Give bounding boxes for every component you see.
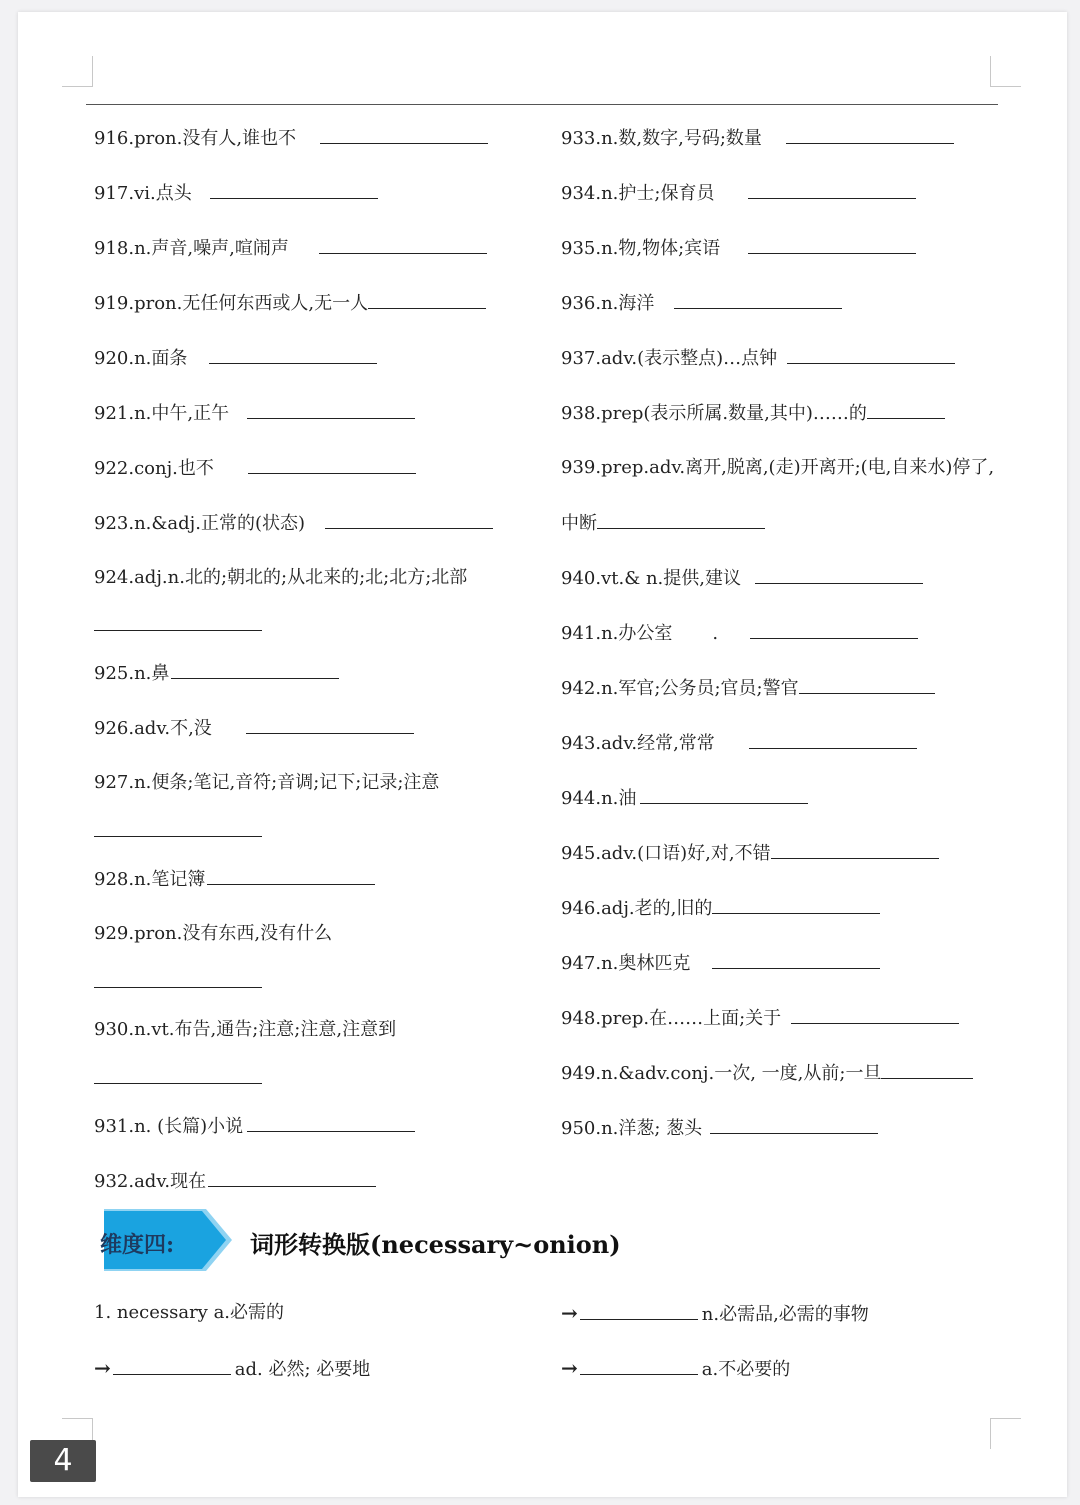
answer-blank[interactable] (786, 125, 954, 144)
crop-mark-bottom-right (990, 1418, 1021, 1449)
vocab-entry: 923.n.&adj.正常的(状态) (94, 510, 493, 537)
answer-blank[interactable] (319, 235, 487, 254)
answer-blank[interactable] (750, 620, 918, 639)
answer-blank[interactable] (580, 1356, 698, 1375)
vocab-entry: 931.n. (长篇)小说 (94, 1113, 415, 1140)
word-form-derivative: → a.不必要的 (561, 1356, 791, 1380)
answer-blank[interactable] (755, 565, 923, 584)
vocab-entry: 927.n.便条;笔记,音符;音调;记下;记录;注意 (94, 772, 440, 793)
answer-blank[interactable] (712, 895, 880, 914)
arrow-icon: → (561, 1356, 578, 1380)
answer-blank[interactable] (248, 455, 416, 474)
vocab-entry: 938.prep(表示所属.数量,其中)……的 (561, 400, 945, 427)
answer-blank[interactable] (580, 1301, 698, 1320)
vocab-entry: 940.vt.& n.提供,建议 (561, 565, 923, 592)
vocab-entry: 950.n.洋葱; 葱头 (561, 1115, 878, 1142)
arrow-icon: → (561, 1301, 578, 1325)
vocab-entry: 919.pron.无任何东西或人,无一人 (94, 290, 486, 317)
section-badge-label: 维度四: (100, 1232, 175, 1258)
vocab-entry: 946.adj.老的,旧的 (561, 895, 880, 922)
answer-blank[interactable] (94, 1065, 262, 1084)
vocab-entry: 949.n.&adv.conj.一次, 一度,从前;一旦 (561, 1060, 973, 1087)
section-title: 词形转换版(necessary~onion) (250, 1230, 621, 1259)
crop-mark-top-left (62, 56, 93, 87)
vocab-entry: 944.n.油 (561, 785, 808, 812)
vocab-entry: 930.n.vt.布告,通告;注意;注意,注意到 (94, 1019, 397, 1040)
vocab-entry: 941.n.办公室 . (561, 620, 918, 647)
answer-blank[interactable] (94, 818, 262, 837)
answer-blank[interactable] (674, 290, 842, 309)
vocab-entry-continuation (94, 612, 262, 639)
answer-blank[interactable] (712, 950, 880, 969)
vocab-entry: 928.n.笔记簿 (94, 866, 375, 893)
answer-blank[interactable] (209, 345, 377, 364)
vocab-entry: 935.n.物,物体;宾语 (561, 235, 916, 262)
vocab-entry: 920.n.面条 (94, 345, 377, 372)
answer-blank[interactable] (247, 400, 415, 419)
answer-blank[interactable] (597, 510, 765, 529)
vocab-entry: 922.conj.也不 (94, 455, 416, 482)
vocab-entry-continuation (94, 818, 262, 845)
word-form-derivative: → ad. 必然; 必要地 (94, 1356, 371, 1380)
vocab-entry: 948.prep.在……上面;关于 (561, 1005, 959, 1032)
page-number-badge: 4 (30, 1440, 96, 1482)
vocab-entry: 917.vi.点头 (94, 180, 378, 207)
answer-blank[interactable] (748, 235, 916, 254)
vocab-entry: 939.prep.adv.离开,脱离,(走)开离开;(电,自来水)停了, (561, 457, 995, 478)
answer-blank[interactable] (640, 785, 808, 804)
answer-blank[interactable] (210, 180, 378, 199)
vocab-entry: 924.adj.n.北的;朝北的;从北来的;北;北方;北部 (94, 567, 468, 588)
crop-mark-top-right (990, 56, 1021, 87)
answer-blank[interactable] (113, 1356, 231, 1375)
vocab-entry: 926.adv.不,没 (94, 715, 414, 742)
vocab-entry: 916.pron.没有人,谁也不 (94, 125, 488, 152)
answer-blank[interactable] (787, 345, 955, 364)
answer-blank[interactable] (246, 715, 414, 734)
vocab-entry-continuation (94, 1065, 262, 1092)
answer-blank[interactable] (320, 125, 488, 144)
header-rule (86, 104, 998, 105)
vocab-entry: 929.pron.没有东西,没有什么 (94, 923, 333, 944)
vocab-entry: 947.n.奥林匹克 (561, 950, 880, 977)
vocab-entry: 925.n.鼻 (94, 660, 339, 687)
vocab-entry: 943.adv.经常,常常 (561, 730, 917, 757)
answer-blank[interactable] (881, 1060, 973, 1079)
answer-blank[interactable] (208, 1168, 376, 1187)
vocab-entry: 921.n.中午,正午 (94, 400, 415, 427)
vocab-entry-continuation: 中断 (561, 510, 765, 537)
vocab-entry: 934.n.护士;保育员 (561, 180, 916, 207)
answer-blank[interactable] (749, 730, 917, 749)
answer-blank[interactable] (94, 612, 262, 631)
answer-blank[interactable] (799, 675, 935, 694)
answer-blank[interactable] (207, 866, 375, 885)
answer-blank[interactable] (368, 290, 486, 309)
answer-blank[interactable] (867, 400, 945, 419)
arrow-icon: → (94, 1356, 111, 1380)
vocab-entry: 918.n.声音,噪声,喧闹声 (94, 235, 487, 262)
answer-blank[interactable] (325, 510, 493, 529)
answer-blank[interactable] (94, 969, 262, 988)
answer-blank[interactable] (247, 1113, 415, 1132)
answer-blank[interactable] (748, 180, 916, 199)
vocab-entry: 942.n.军官;公务员;官员;警官 (561, 675, 935, 702)
answer-blank[interactable] (171, 660, 339, 679)
answer-blank[interactable] (791, 1005, 959, 1024)
answer-blank[interactable] (710, 1115, 878, 1134)
vocab-entry: 945.adv.(口语)好,对,不错 (561, 840, 939, 867)
vocab-entry-continuation (94, 969, 262, 996)
vocab-entry: 932.adv.现在 (94, 1168, 376, 1195)
answer-blank[interactable] (771, 840, 939, 859)
word-form-item: 1. necessary a.必需的 (94, 1302, 285, 1323)
vocab-entry: 937.adv.(表示整点)…点钟 (561, 345, 955, 372)
vocab-entry: 936.n.海洋 (561, 290, 842, 317)
word-form-derivative: → n.必需品,必需的事物 (561, 1301, 869, 1325)
vocab-entry: 933.n.数,数字,号码;数量 (561, 125, 954, 152)
